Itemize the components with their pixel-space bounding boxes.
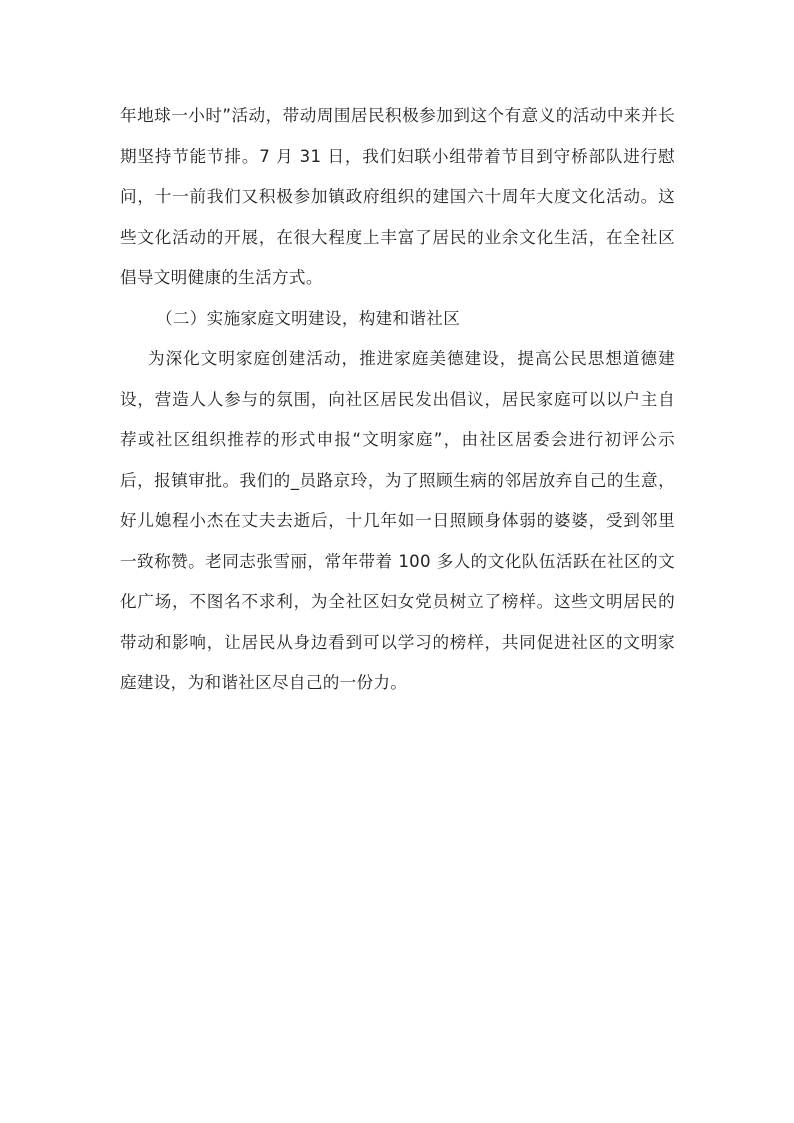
paragraph-continued: 年地球一小时”活动，带动周围居民积极参加到这个有意义的活动中来并长期坚持节能节排。7 月 31 日，我们妇联小组带着节目到守桥部队进行慰问，十一前我们又积极参加镇政府组织的建国六十周年大度文化活动。这些文化活动的开展，在很大程度上丰富了居民的业余文化生活，在全社区倡导文明健康的生活方式。 xyxy=(120,106,675,287)
paragraph-body: 为深化文明家庭创建活动，推进家庭美德建设，提高公民思想道德建设，营造人人参与的氛围，向社区居民发出倡议，居民家庭可以以户主自荐或社区组织推荐的形式申报“文明家庭”，由社区居委会进行初评公示后，报镇审批。我们的_员路京玲，为了照顾生病的邻居放弃自己的生意，好儿媳程小杰在丈夫去逝后，十几年如一日照顾身体弱的婆婆，受到邻里一致称赞。老同志张雪丽，常年带着 100 多人的文化队伍活跃在社区的文化广场，不图名不求利，为全社区妇女党员树立了榜样。这些文明居民的带动和影响，让居民从身边看到可以学习的榜样，共同促进社区的文明家庭建设，为和谐社区尽自己的一份力。 xyxy=(120,349,675,692)
document-body xyxy=(120,96,675,704)
section-heading: （二）实施家庭文明建设，构建和谐社区 xyxy=(156,308,461,328)
